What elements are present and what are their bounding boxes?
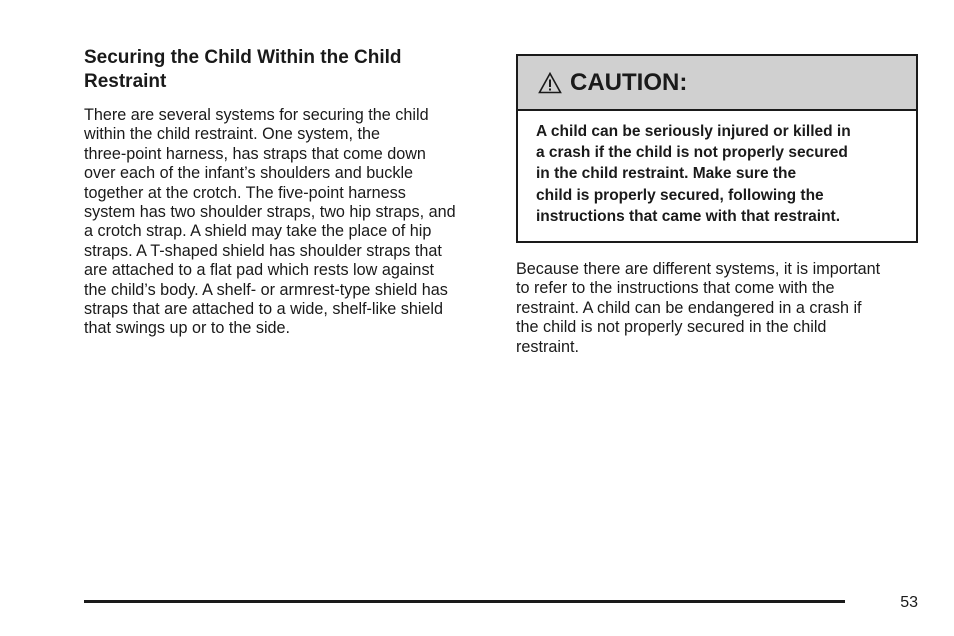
body-line: the child’s body. A shelf- or armrest-type shield has <box>84 280 448 299</box>
caution-line: A child can be seriously injured or killed in <box>536 123 851 140</box>
caution-line: a crash if the child is not properly secured <box>536 144 848 162</box>
section-heading <box>84 46 488 94</box>
body-line: straps that are attached to a wide, shelf-like shield <box>84 300 444 319</box>
body-line: over each of the infant’s shoulders and buckle <box>84 164 414 183</box>
body-line: a crotch strap. A shield may take the place of hip <box>84 222 432 241</box>
body-line: that swings up or to the side. <box>84 319 291 338</box>
body-line: the child is not properly secured in the child <box>516 318 827 337</box>
section-body <box>84 106 488 339</box>
page-number: 53 <box>900 594 918 611</box>
body-line: There are several systems for securing the child <box>84 106 429 124</box>
body-line: system has two shoulder straps, two hip straps, and <box>84 203 456 222</box>
footer-rule <box>84 600 845 603</box>
caution-title: CAUTION: <box>570 68 688 96</box>
warning-triangle-icon <box>538 72 562 94</box>
caution-line: instructions that came with that restraint. <box>536 207 841 225</box>
heading-line: Restraint <box>84 71 167 92</box>
body-line: restraint. <box>516 337 579 356</box>
followup-paragraph <box>516 260 926 357</box>
caution-box <box>516 54 918 243</box>
caution-line: in the child restraint. Make sure the <box>536 165 797 183</box>
body-line: restraint. A child can be endangered in a crash if <box>516 298 862 317</box>
body-line: within the child restraint. One system, the <box>84 125 380 144</box>
body-line: are attached to a flat pad which rests low against <box>84 261 435 280</box>
body-line: together at the crotch. The five-point harness <box>84 183 406 202</box>
body-line: to refer to the instructions that come with the <box>516 279 835 298</box>
caution-header <box>518 56 916 111</box>
left-column <box>84 46 488 339</box>
body-line: straps. A T-shaped shield has shoulder straps that <box>84 241 442 260</box>
caution-body <box>518 111 916 227</box>
body-line: three-point harness, has straps that come down <box>84 144 426 163</box>
body-line: Because there are different systems, it is important <box>516 260 881 278</box>
caution-line: child is properly secured, following the <box>536 186 824 204</box>
heading-line: Securing the Child Within the Child <box>84 47 402 68</box>
